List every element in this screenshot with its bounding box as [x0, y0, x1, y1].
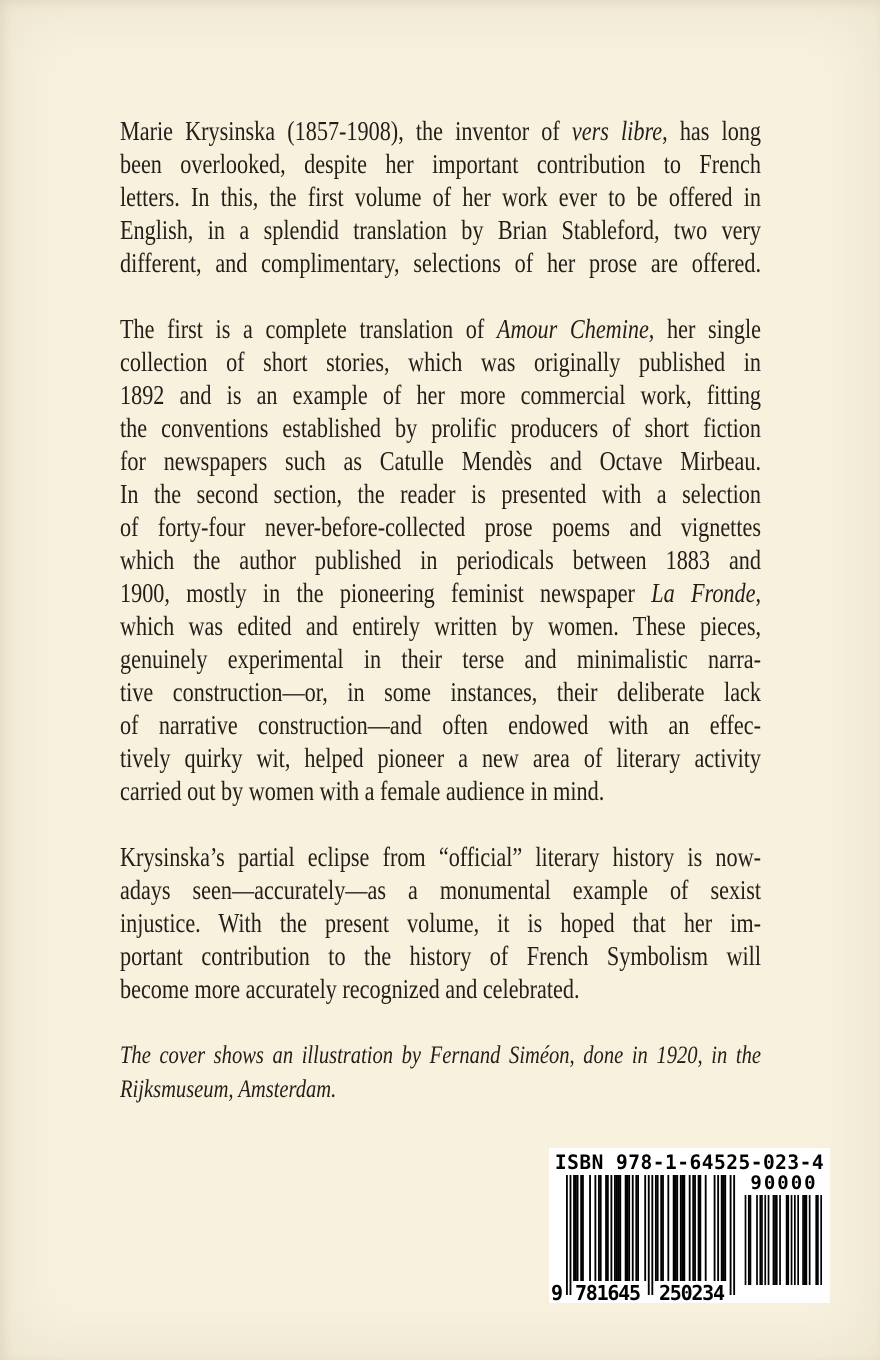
blurb-line: been overlooked, despite her important contribution to French: [120, 149, 762, 179]
blurb-line: The first is a complete translation of Amour Chemine, her single: [120, 314, 761, 344]
blurb-line: which was edited and entirely written by women. These pieces,: [120, 611, 762, 641]
blurb-line: of forty-four never-before-collected prose poems and vignettes: [120, 512, 762, 542]
blurb-line: tive construction—or, in some instances, their deliberate lack: [120, 677, 762, 707]
blurb-line: the conventions established by prolific producers of short fiction: [120, 413, 762, 443]
blurb-line: 1900, mostly in the pioneering feminist newspaper La Fronde,: [120, 578, 762, 608]
blurb-line: English, in a splendid translation by Brian Stableford, two very: [120, 215, 762, 245]
blurb-line: portant contribution to the history of French Symbolism will: [120, 941, 762, 971]
blurb-paragraph: [120, 841, 761, 1006]
svg-text:9: 9: [550, 1281, 563, 1302]
blurb-line: of narrative construction—and often endowed with an effec-: [120, 710, 762, 740]
blurb-line: collection of short stories, which was originally published in: [120, 347, 762, 377]
blurb-line: letters. In this, the first volume of her work ever to be offered in: [120, 182, 762, 212]
blurb-line: Marie Krysinska (1857-1908), the inventor of vers libre, has long: [120, 116, 762, 146]
blurb-paragraph: [120, 115, 761, 280]
blurb: [120, 115, 761, 1006]
blurb-line: Krysinska’s partial eclipse from “official” literary history is now-: [120, 842, 762, 872]
price-code: 90000: [750, 1172, 818, 1194]
blurb-line: tively quirky wit, helped pioneer a new area of literary activity: [120, 743, 762, 773]
credit-line: The cover shows an illustration by Fernand Siméon, done in 1920, in the: [120, 1042, 762, 1069]
blurb-line: adays seen—accurately—as a monumental example of sexist: [120, 875, 762, 905]
isbn-number: ISBN 978-1-64525-023-4: [554, 1151, 825, 1174]
blurb-line: different, and complimentary, selections of her prose are offered.: [120, 248, 762, 278]
blurb-line: become more accurately recognized and celebrated.: [120, 974, 580, 1004]
blurb-line: In the second section, the reader is presented with a selection: [120, 479, 762, 509]
isbn-barcode-block: [549, 1148, 830, 1303]
blurb-line: genuinely experimental in their terse and minimalistic narra-: [120, 644, 762, 674]
blurb-line: injustice. With the present volume, it is hoped that her im-: [120, 908, 762, 938]
text-column: [120, 115, 761, 1107]
cover-credit: [120, 1039, 761, 1107]
svg-text:250234: 250234: [659, 1281, 725, 1302]
svg-text:781645: 781645: [575, 1281, 641, 1302]
blurb-paragraph: [120, 313, 761, 808]
credit-line: Rijksmuseum, Amsterdam.: [120, 1076, 337, 1103]
ean13-barcode: [549, 1174, 736, 1302]
blurb-line: carried out by women with a female audience in mind.: [120, 776, 605, 806]
blurb-line: which the author published in periodicals between 1883 and: [120, 545, 762, 575]
ean5-supplement-barcode: [743, 1195, 822, 1285]
blurb-line: 1892 and is an example of her more commercial work, fitting: [120, 380, 762, 410]
blurb-line: for newspapers such as Catulle Mendès and Octave Mirbeau.: [120, 446, 762, 476]
